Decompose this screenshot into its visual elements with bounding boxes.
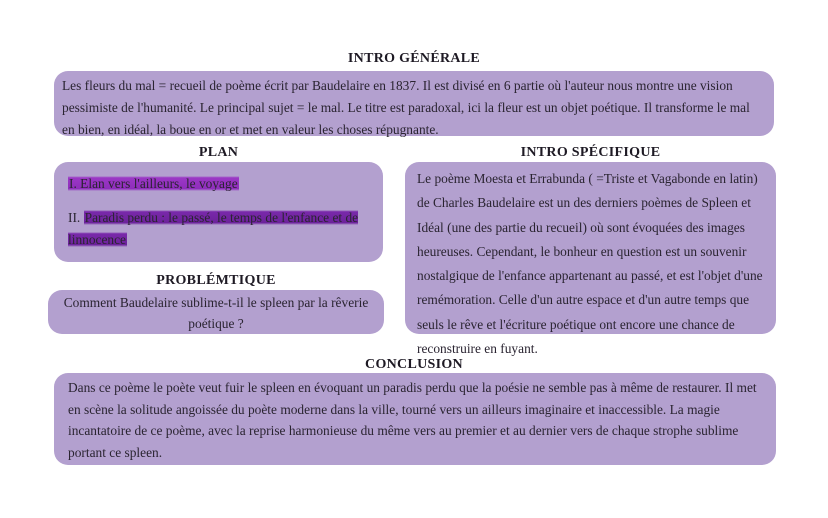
plan-box — [54, 162, 383, 262]
intro-specifique-text: Le poème Moesta et Errabunda ( =Triste et Vagabonde en latin) de Charles Baudelaire est un des derniers poèmes de Spleen et Idéal (une des partie du recueil) où sont évoquées des images heureuses. Cependant, le bonheur en question est un souvenir nostalgique de l'enfance appartenant au passé, et est l'objet d'une remémoration. Celle d'un autre espace et d'un autre temps que seuls le rêve et l'écriture poétique ont encore une chance de reconstruire en fuyant. — [417, 171, 763, 357]
conclusion-box — [54, 373, 776, 465]
intro-generale-heading: INTRO GÉNÉRALE — [347, 51, 481, 66]
intro-generale-box — [54, 71, 774, 136]
intro-generale-text: Les fleurs du mal = recueil de poème écrit par Baudelaire en 1837. Il est divisé en 6 partie où l'auteur nous montre une vision pessimiste de l'humanité. Le principal sujet = le mal. Le titre est paradoxal, ici la fleur est un objet poétique. Il transforme le mal en bien, en idéal, la boue en or et met en valeur les choses répugnante. — [62, 78, 750, 137]
plan-heading: PLAN — [198, 145, 239, 160]
intro-specifique-heading: INTRO SPÉCIFIQUE — [520, 145, 661, 160]
conclusion-text: Dans ce poème le poète veut fuir le spleen en évoquant un paradis perdu que la poésie ne semble pas à même de restaurer. Il met en scène la solitude angoissée du poète moderne dans la ville, tourné vers un ailleurs imaginaire et inaccessible. La magie incantatoire de ce poème, avec la reprise harmonieuse du même vers au premier et au dernier vers de chaque strophe sublime portant ce spleen. — [68, 380, 757, 460]
problematique-heading: PROBLÉMTIQUE — [156, 273, 276, 288]
intro-specifique-box — [405, 162, 776, 357]
plan-item-2 — [68, 207, 373, 251]
plan-item-2-highlight: Paradis perdu : le passé, le temps de l'enfance et de linnocence — [68, 210, 359, 247]
plan-item-1-highlight — [68, 176, 239, 191]
plan-item-1 — [68, 173, 373, 195]
problematique-text: Comment Baudelaire sublime-t-il le spleen par la rêverie poétique ? — [63, 295, 369, 331]
problematique-box — [48, 290, 384, 334]
plan-item-text: Elan vers l'ailleurs, le voyage — [80, 176, 238, 191]
plan-item-number: II. — [68, 210, 81, 225]
conclusion-heading: CONCLUSION — [365, 357, 463, 372]
plan-item-number: I. — [69, 176, 77, 191]
